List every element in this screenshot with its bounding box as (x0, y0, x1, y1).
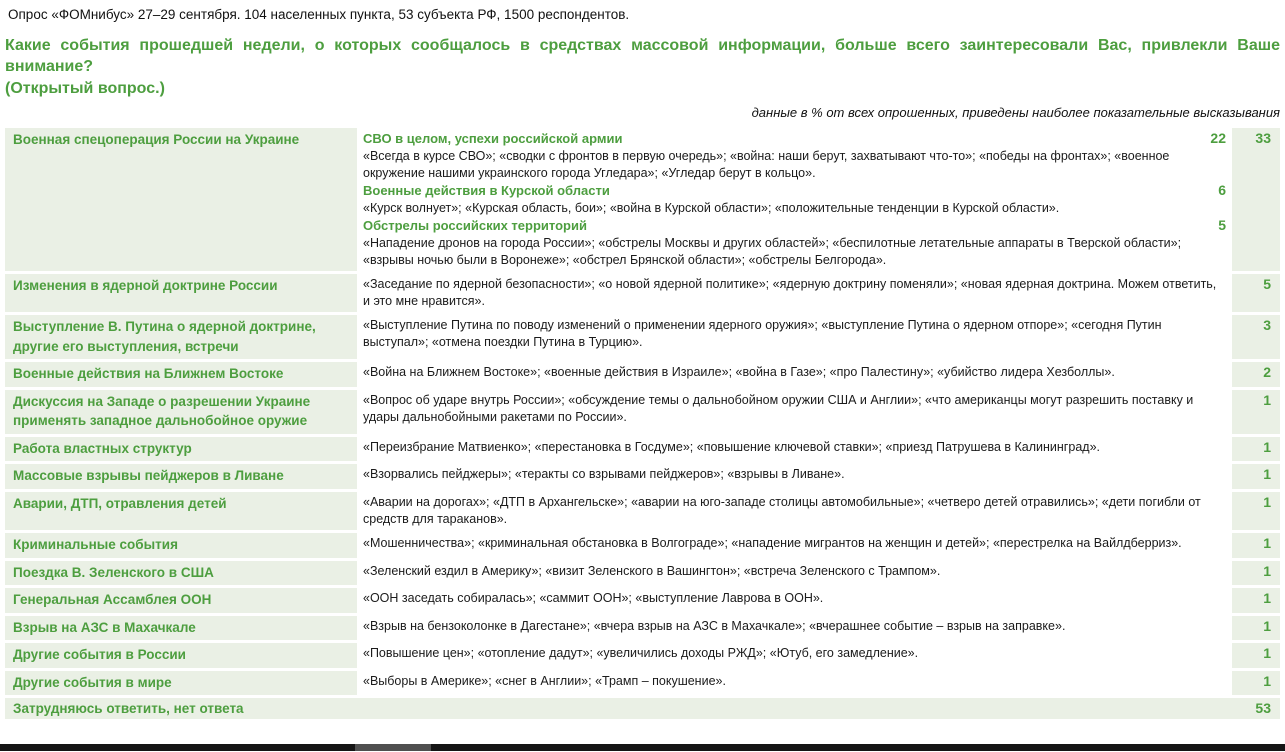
quote-text: «Повышение цен»; «отопление дадут»; «увеличились доходы РЖД»; «Ютуб, его замедление». (363, 646, 919, 661)
subtopic-title: СВО в целом, успехи российской армии (363, 131, 623, 147)
table-row (5, 128, 1280, 271)
report-page (0, 7, 1285, 719)
footer-category: Затрудняюсь ответить, нет ответа (13, 701, 244, 717)
quotes-cell (363, 128, 1226, 271)
category-cell: Работа властных структур (5, 437, 357, 462)
total-cell: 33 (1232, 128, 1280, 271)
scrollbar-thumb[interactable] (355, 744, 431, 751)
table-row (5, 274, 1280, 312)
quotes-cell (363, 643, 1226, 668)
quotes-cell (363, 492, 1226, 530)
total-cell: 1 (1232, 533, 1280, 558)
total-cell: 3 (1232, 315, 1280, 359)
subtopic-title: Обстрелы российских территорий (363, 218, 587, 234)
table-row (5, 492, 1280, 530)
subtopic-value: 22 (1210, 130, 1226, 147)
quote-text: «Мошенничества»; «криминальная обстановка в Волгограде»; «нападение мигрантов на женщин и детей»; «перестрелка на Вайлдберриз». (363, 536, 1182, 550)
category-cell: Криминальные события (5, 533, 357, 558)
total-cell: 1 (1232, 561, 1280, 586)
quotes-cell (363, 588, 1226, 613)
table-row (5, 643, 1280, 668)
total-cell: 2 (1232, 362, 1280, 387)
subtopic-header (363, 217, 1226, 235)
subtopic-value: 6 (1218, 182, 1226, 199)
total-cell: 1 (1232, 616, 1280, 641)
quotes-cell (363, 533, 1226, 558)
table-row (5, 561, 1280, 586)
table-row (5, 533, 1280, 558)
footer-total: 53 (1255, 700, 1271, 717)
table-row (5, 315, 1280, 359)
total-cell: 1 (1232, 390, 1280, 434)
horizontal-scrollbar[interactable] (0, 744, 1285, 751)
quote-text: «Зеленский ездил в Америку»; «визит Зеленского в Вашингтон»; «встреча Зеленского с Трампом». (363, 563, 941, 578)
results-table (5, 128, 1280, 695)
total-cell: 1 (1232, 437, 1280, 462)
quote-text: «Взорвались пейджеры»; «теракты со взрывами пейджеров»; «взрывы в Ливане». (363, 467, 845, 482)
category-cell: Другие события в России (5, 643, 357, 668)
quote-text: «Курск волнует»; «Курская область, бои»; «война в Курской области»; «положительные тенденции в Курской области». (363, 201, 1060, 216)
total-cell: 1 (1232, 464, 1280, 489)
quotes-cell (363, 616, 1226, 641)
quote-text: «Выборы в Америке»; «снег в Англии»; «Трамп – покушение». (363, 673, 726, 688)
category-cell: Изменения в ядерной доктрине России (5, 274, 357, 312)
quote-text: «Вопрос об ударе внутрь России»; «обсуждение темы о дальнобойном оружии США и Англии»; «что американцы могут разрешить поставку и удары дальнобойными ракетами по России». (363, 392, 1194, 424)
table-row (5, 616, 1280, 641)
quote-text: «Всегда в курсе СВО»; «сводки с фронтов в первую очередь»; «война: наши берут, захватывают что-то»; «победы на фронтах»; «военное окружение нашими украинского города Угледара»; «Угледар берут в кольцо». (363, 149, 1170, 181)
table-row (5, 390, 1280, 434)
quotes-cell (363, 671, 1226, 696)
category-cell: Дискуссия на Западе о разрешении Украине применять западное дальнобойное оружие (5, 390, 357, 434)
quote-text: «Выступление Путина по поводу изменений о применении ядерного оружия»; «выступление Путина о ядерном отпоре»; «сегодня Путин выступал»; «отмена поездки Путина в Турцию». (363, 318, 1162, 350)
quote-text: «Война на Ближнем Востоке»; «военные действия в Израиле»; «война в Газе»; «про Палестину»; «убийство лидера Хезболлы». (363, 365, 1115, 380)
table-row (5, 671, 1280, 696)
quote-text: «Нападение дронов на города России»; «обстрелы Москвы и других областей»; «беспилотные летательные аппараты в Тверской области»; «взрывы ночью были в Воронеже»; «обстрел Брянской области»; «обстрелы Белгорода». (363, 236, 1182, 268)
category-cell: Поездка В. Зеленского в США (5, 561, 357, 586)
table-row (5, 362, 1280, 387)
footer-row (5, 698, 1280, 719)
quotes-cell (363, 464, 1226, 489)
category-cell: Аварии, ДТП, отравления детей (5, 492, 357, 530)
table-row (5, 588, 1280, 613)
quotes-cell (363, 362, 1226, 387)
total-cell: 5 (1232, 274, 1280, 312)
category-cell: Генеральная Ассамблея ООН (5, 588, 357, 613)
category-cell: Взрыв на АЗС в Махачкале (5, 616, 357, 641)
quotes-cell (363, 390, 1226, 434)
category-cell: Военные действия на Ближнем Востоке (5, 362, 357, 387)
survey-info: Опрос «ФОМнибус» 27–29 сентября. 104 населенных пункта, 53 субъекта РФ, 1500 респондентов. (8, 7, 630, 22)
total-cell: 1 (1232, 588, 1280, 613)
quotes-cell (363, 561, 1226, 586)
quote-text: «Заседание по ядерной безопасности»; «о новой ядерной политике»; «ядерную доктрину поменяли»; «новая ядерная доктрина. Можем ответить, и это мне нравится». (363, 277, 1217, 309)
quotes-cell (363, 315, 1226, 359)
quotes-cell (363, 274, 1226, 312)
subtopic-value: 5 (1218, 217, 1226, 234)
quote-text: «Взрыв на бензоколонке в Дагестане»; «вчера взрыв на АЗС в Махачкале»; «вчерашнее событие – взрыв на заправке». (363, 618, 1066, 633)
subtopic-header (363, 182, 1226, 200)
table-row (5, 464, 1280, 489)
subtopic-title: Военные действия в Курской области (363, 183, 610, 199)
quote-text: «Переизбрание Матвиенко»; «перестановка в Госдуме»; «повышение ключевой ставки»; «приезд Патрушева в Калининград». (363, 439, 1100, 454)
category-cell: Массовые взрывы пейджеров в Ливане (5, 464, 357, 489)
question-open-note: (Открытый вопрос.) (5, 79, 165, 97)
subtopic-header (363, 130, 1226, 148)
total-cell: 1 (1232, 643, 1280, 668)
table-row (5, 437, 1280, 462)
quote-text: «ООН заседать собиралась»; «саммит ООН»; «выступление Лаврова в ООН». (363, 591, 824, 606)
quotes-cell (363, 437, 1226, 462)
category-cell: Военная спецоперация России на Украине (5, 128, 357, 271)
question-title: Какие события прошедшей недели, о которых сообщалось в средствах массовой информации, больше всего заинтересовали Вас, привлекли Ваше внимание? (5, 37, 1280, 75)
total-cell: 1 (1232, 671, 1280, 696)
data-note: данные в % от всех опрошенных, приведены наиболее показательные высказывания (751, 105, 1280, 121)
quote-text: «Аварии на дорогах»; «ДТП в Архангельске»; «аварии на юго-западе столицы автомобильные»; «четверо детей отравились»; «дети погибли от средств для тараканов». (363, 495, 1201, 526)
category-cell: Выступление В. Путина о ядерной доктрине, другие его выступления, встречи (5, 315, 357, 359)
category-cell: Другие события в мире (5, 671, 357, 696)
total-cell: 1 (1232, 492, 1280, 530)
